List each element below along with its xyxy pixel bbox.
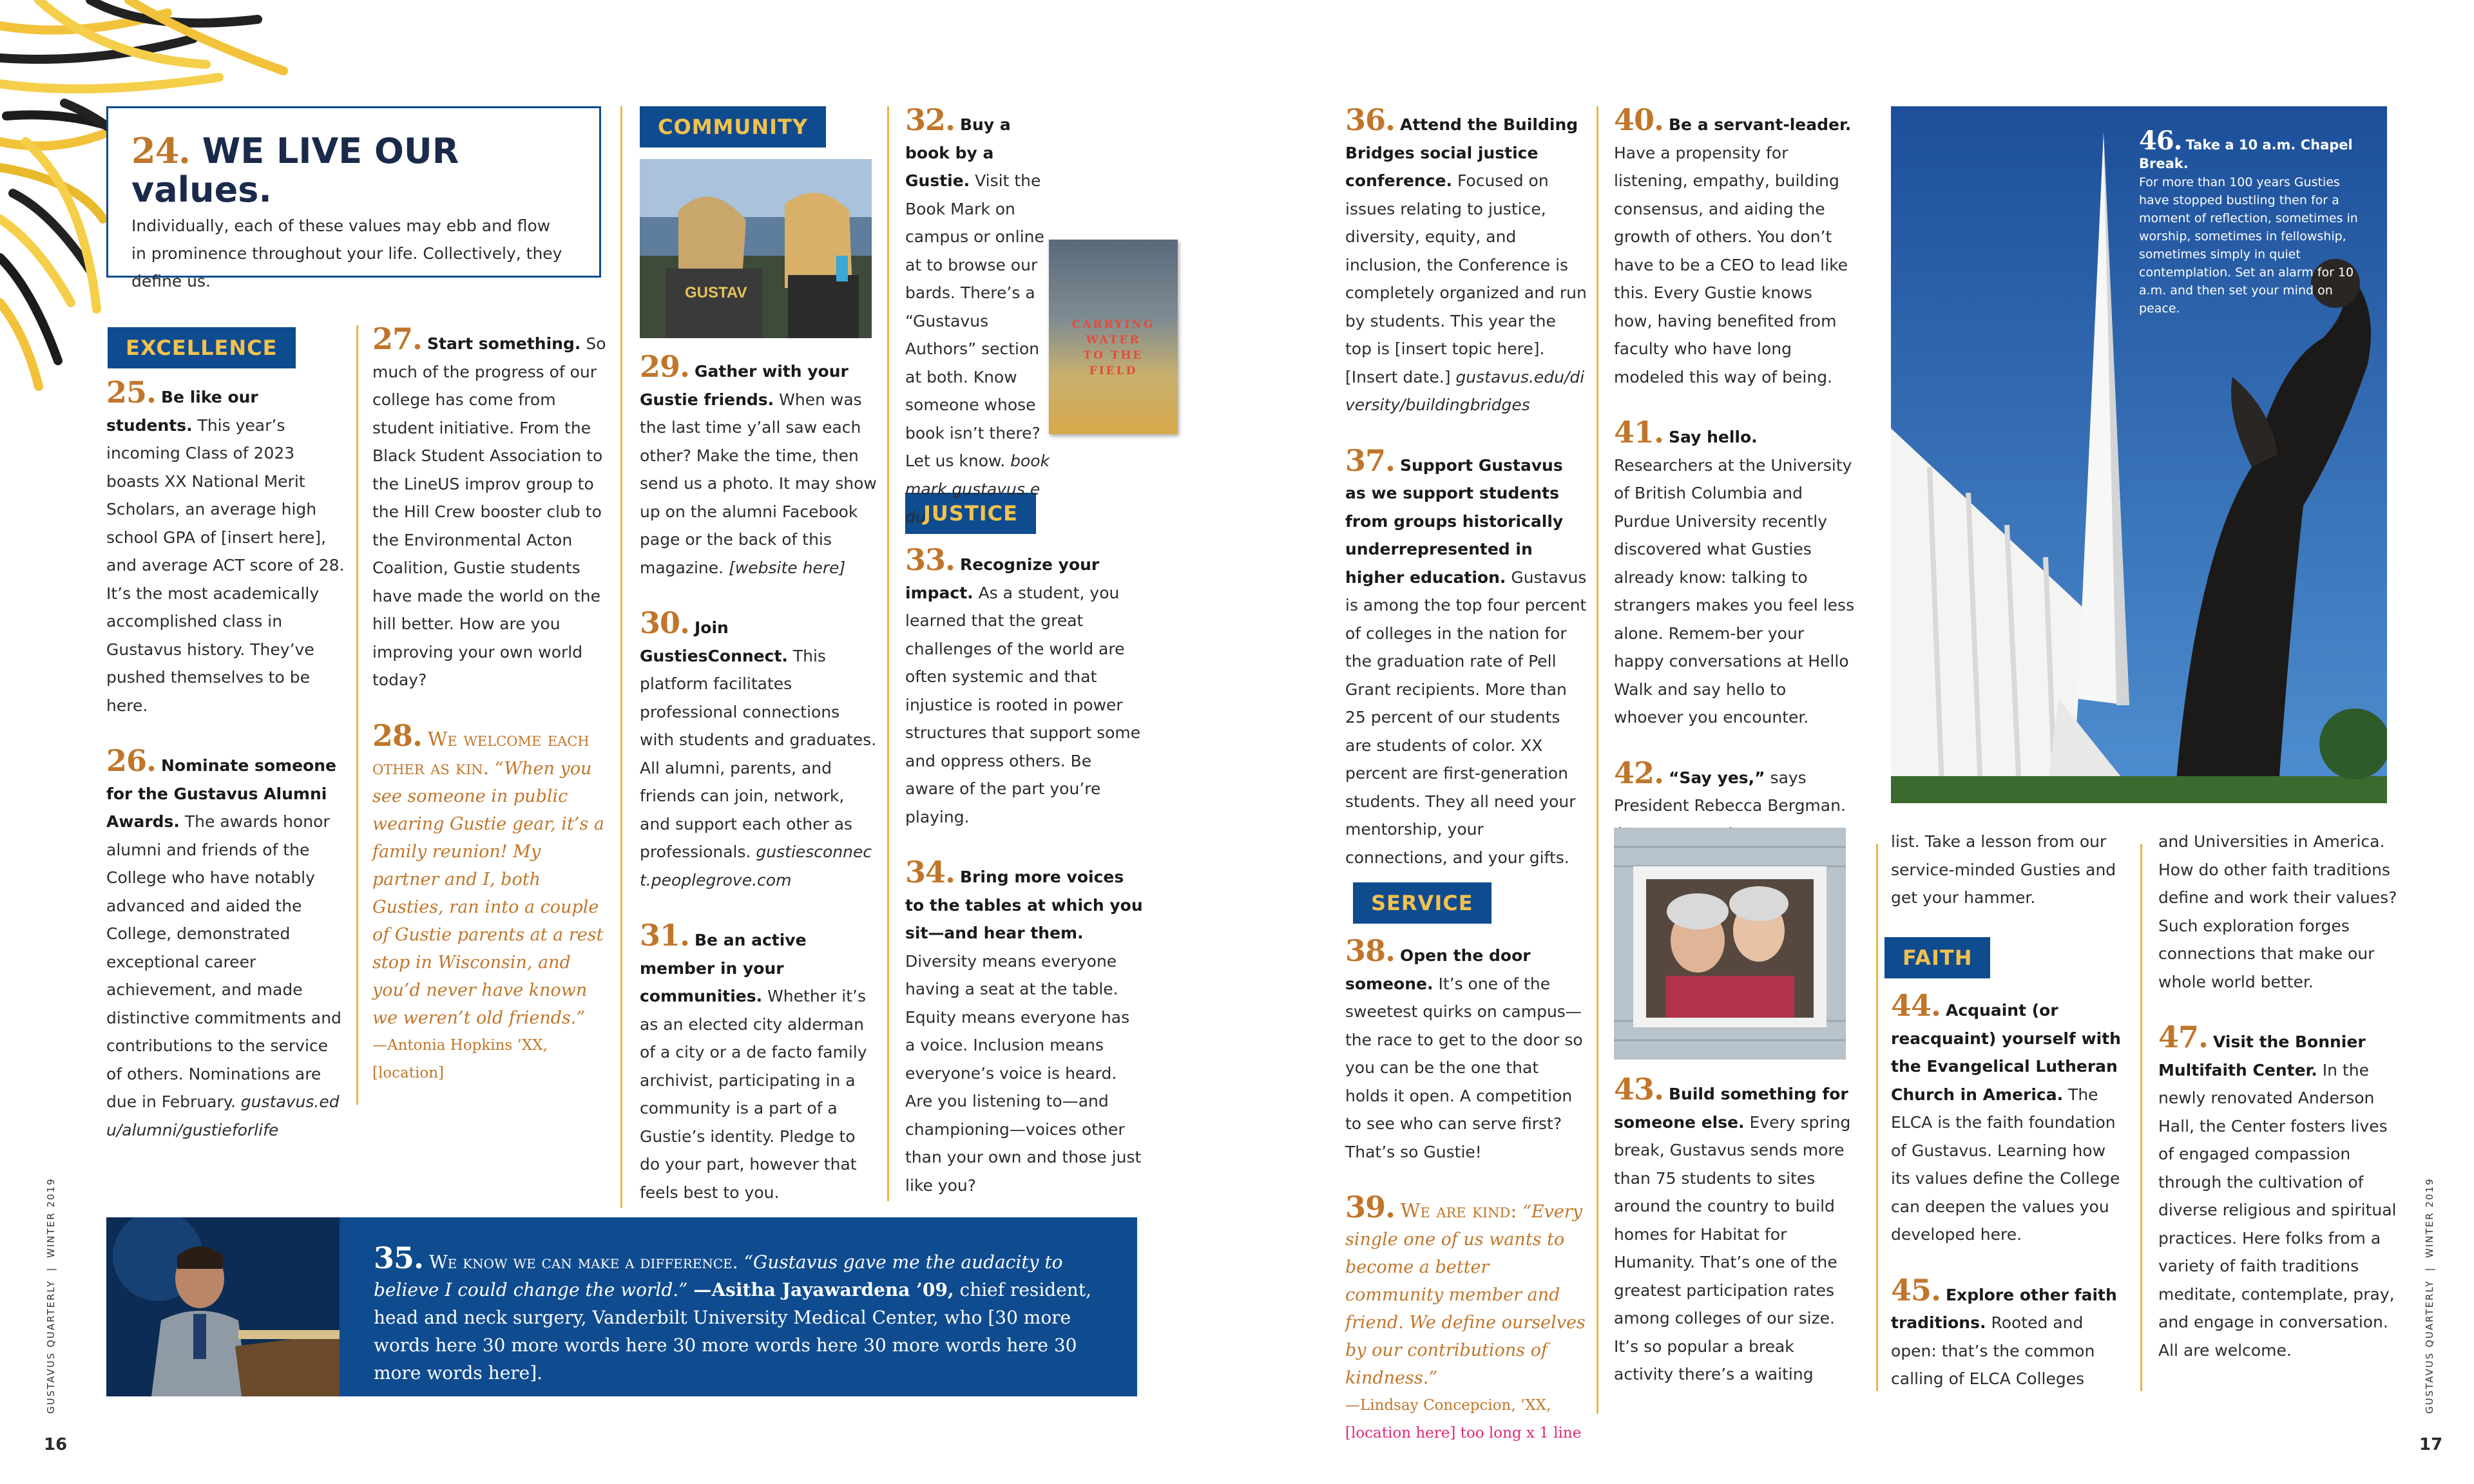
item-body: When was the last time y’all saw each other? Make the time, then send us a photo. It may show up on the alumni Facebook page or the back of this magazine. [640, 390, 877, 577]
item-heading: Take a 10 a.m. Chapel Break. [2139, 137, 2353, 171]
item-body: For more than 100 years Gusties have stopped bustling then for a moment of reflection, sometimes in worship, sometimes in fellowship, sometimes simply in quiet contemplation. Set an alarm for 10 a.m. and then set your mind on peace. [2139, 175, 2358, 316]
item-34 [905, 855, 1144, 1199]
section-badge-justice: JUSTICE [905, 493, 1036, 534]
item-number: 36. [1345, 102, 1395, 137]
item-number: 42. [1614, 755, 1664, 790]
item-body: As a student, you learned that the great challenges of the world are often systemic and that injustice is rooted in power structures that support some and oppress others. Be aware of the part you’re playing. [905, 583, 1141, 826]
item-body: Gustavus is among the top four percent of colleges in the nation for the graduation rate of Pell Grant recipients. More than 25 percent of our students are students of color. XX percent are first-generation students. They all need your mentorship, your connections, and your gifts. [1345, 567, 1587, 867]
item-body: The ELCA is the faith foundation of Gustavus. Learning how its values define the College can deepen the values you developed here. [1891, 1085, 2120, 1244]
item-heading: Bring more voices to the tables at which you sit—and hear them. [905, 868, 1143, 942]
item-38 [1345, 933, 1587, 1166]
item-number: 44. [1891, 988, 1941, 1023]
section-badge-faith: FAITH [1884, 937, 1990, 978]
item-number: 37. [1345, 442, 1395, 478]
column-rule [1597, 106, 1598, 1414]
item-heading: Recognize your impact. [905, 555, 1100, 602]
item-number: 38. [1345, 933, 1395, 968]
item-45-continued: and Universities in America. How do other faith traditions define and work their values? Such exploration forges connections that make our whole world better. [2158, 832, 2397, 991]
book-title-line: FIELD [1089, 365, 1138, 377]
item-number: 28. [372, 718, 423, 753]
column-rule [620, 106, 622, 1208]
column-7-bottom [1891, 988, 2129, 1421]
item-heading: Support Gustavus as we support students from groups historically underrepresented in higher education. [1345, 455, 1564, 587]
item-39 [1345, 1190, 1587, 1447]
item-46 [2139, 126, 2364, 318]
running-head-right: GUSTAVUS QUARTERLY | WINTER 2019 [2424, 1177, 2435, 1414]
column-5 [1345, 102, 1587, 899]
item-43-continued: list. Take a lesson from our service-minded Gusties and get your hammer. [1891, 832, 2116, 907]
item-body: This year’s incoming Class of 2023 boasts XX National Merit Scholars, an average high school GPA of [insert here], and average ACT score of 28. It’s the most academically accomplished class in Gustavus history. They’ve pushed themselves to be here. [106, 415, 345, 715]
item-43 [1614, 1072, 1856, 1389]
item-heading: Be an active member in your communities. [640, 931, 807, 1005]
item-heading: Start something. [427, 334, 581, 353]
section-badge-excellence: EXCELLENCE [108, 327, 296, 368]
item-32 [905, 102, 1050, 531]
intro-title: WE LIVE OUR values. [131, 131, 459, 210]
item-31 [640, 918, 878, 1206]
item-number: 27. [372, 321, 423, 356]
item-number: 32. [905, 102, 955, 137]
item-heading: Explore other faith traditions. [1891, 1285, 2117, 1332]
item-30 [640, 605, 878, 894]
item-heading: Acquaint (or reacquaint) yourself with the Evangelical Lutheran Church in America. [1891, 1001, 2121, 1104]
item-body: So much of the progress of our college has come from student initiative. From the Black Student Association to the LineUS improv group to the Hill Crew booster club to the Environmental Acton Coalition, Gustie students have made the world on the hill better. How are you improving your own world today? [372, 334, 606, 689]
column-1 [106, 375, 345, 1172]
item-heading: Say hello. [1668, 428, 1758, 446]
item-number: 47. [2158, 1020, 2209, 1054]
item-25 [106, 375, 345, 719]
item-attribution-overflow: [location here] too long x 1 line [1345, 1425, 1582, 1441]
column-rule [887, 106, 889, 1201]
item-28 [372, 718, 611, 1087]
item-44 [1891, 988, 2129, 1249]
item-quote: “Gustavus gave me the audacity to believe I could change the world.” [374, 1251, 1063, 1300]
svg-text:GUSTAV: GUSTAV [685, 284, 747, 301]
item-number: 31. [640, 918, 690, 953]
intro-number: 24. [131, 130, 190, 171]
item-heading: We welcome each other as kin. [372, 728, 590, 779]
column-rule [356, 325, 358, 1105]
item-37 [1345, 442, 1587, 872]
column-7 [1891, 828, 2129, 940]
item-body: Every spring break, Gustavus sends more than 75 students to sites around the country to build homes for Habitat for Humanity. That’s one of the greatest participation rates among colleges of our size. It’s so popular a break activity there’s a waiting [1614, 1112, 1851, 1384]
item-body: Whether it’s as an elected city alderman of a city or a de facto family archivist, participating in a community is a part of a Gustie’s identity. Pledge to do your part, however that feels best to you. [640, 987, 867, 1202]
column-8 [2158, 828, 2403, 1392]
chapel-spire-photo [1891, 106, 2387, 803]
column-3 [640, 349, 878, 1234]
gusties-reunion-photo [640, 159, 872, 338]
item-body: says President Rebecca Bergman. [1614, 768, 1846, 815]
column-rule [2140, 844, 2142, 1391]
item-body: Focused on issues relating to justice, diversity, equity, and inclusion, the Conference is completely organized and run by students. This year the top is [insert topic here]. [Insert date.] [1345, 171, 1587, 386]
item-number: 39. [1345, 1190, 1395, 1224]
item-body: The awards honor alumni and friends of the College who have notably advanced and aided the College, demonstrated exceptional career achievement, and made distinctive commitments and contributions to the service of others. Nominations are due in February. [106, 812, 341, 1111]
quote-35-text [374, 1241, 1115, 1387]
item-heading: “Say yes,” [1668, 768, 1765, 787]
item-heading: Be like our students. [106, 388, 258, 435]
item-36 [1345, 102, 1587, 419]
item-45 [1891, 1272, 2129, 1393]
column-2 [372, 321, 611, 1087]
item-heading: Be a servant-leader. [1668, 115, 1852, 134]
item-number: 26. [106, 743, 157, 778]
item-number: 40. [1614, 102, 1664, 137]
column-4 [905, 542, 1144, 1227]
item-41 [1614, 415, 1856, 732]
item-body: It’s one of the sweetest quirks on campus—the race to get to the door so you can be the one that holds it open. A competition to see who can serve first? That’s so Gustie! [1345, 974, 1583, 1161]
item-heading: Build something for someone else. [1614, 1085, 1848, 1132]
item-attribution: —Asitha Jayawardena ’09, [693, 1279, 954, 1300]
item-40 [1614, 102, 1856, 391]
item-heading: Attend the Building Bridges social justice conference. [1345, 115, 1578, 190]
section-badge-community: COMMUNITY [640, 106, 826, 147]
book-title-line: WATER [1086, 334, 1141, 347]
book-title-line: TO THE [1083, 349, 1144, 362]
item-heading: Gather with your Gustie friends. [640, 362, 849, 409]
column-6 [1614, 102, 1856, 875]
item-body: Researchers at the University of British Columbia and Purdue University recently discovered what Gusties already know: talking to strangers makes you feel less alone. Remem-ber your happy conversations at Hello Walk and say hello to whoever you encounter. [1614, 455, 1855, 727]
item-number: 29. [640, 349, 690, 384]
speaker-photo [106, 1217, 340, 1396]
item-link[interactable]: gustiesconnect.peoplegrove.com [640, 842, 872, 889]
column-rule [1876, 844, 1878, 1391]
item-number: 45. [1891, 1272, 1941, 1308]
column-4-top [905, 102, 1050, 559]
item-heading: Buy a book by a Gustie. [905, 115, 1011, 190]
book-cover-image [1049, 240, 1178, 434]
item-47 [2158, 1020, 2403, 1364]
item-heading: Join GustiesConnect. [640, 618, 788, 665]
habitat-volunteers-photo [1614, 828, 1846, 1060]
item-number: 30. [640, 605, 690, 640]
item-number: 35. [374, 1241, 424, 1275]
item-heading: Visit the Bonnier Multifaith Center. [2158, 1032, 2366, 1080]
item-quote: “Every single one of us wants to become a better community member and friend. We define ourselves by our contributions of kindness.” [1345, 1202, 1586, 1388]
page-number-left: 16 [44, 1435, 68, 1454]
item-body: Diversity means everyone having a seat at the table. Equity means everyone has a voice. Inclusion means everyone’s voice is heard. Are you listening to—and championing—voices other than your own and those just like you? [905, 951, 1142, 1195]
item-number: 43. [1614, 1072, 1664, 1107]
item-link[interactable]: gustavus.edu/alumni/gustieforlife [106, 1092, 340, 1139]
item-heading: We know we can make a difference. [428, 1251, 738, 1273]
item-link[interactable]: bookmark.gustavus.edu [905, 452, 1050, 526]
item-link[interactable]: [website here] [729, 558, 846, 577]
item-link[interactable]: gustavus.edu/diversity/buildingbridges [1345, 367, 1585, 414]
column-5-bottom [1345, 933, 1587, 1447]
item-body: chief resident, head and neck surgery, Vanderbilt University Medical Center, who [30 more words here 30 more words here 30 more words here 30 more words here 30 more words here]. [374, 1279, 1091, 1384]
section-badge-service: SERVICE [1353, 882, 1491, 924]
item-number: 34. [905, 855, 955, 889]
item-body: In the newly renovated Anderson Hall, the Center fosters lives of engaged compassion through the cultivation of diverse religious and spiritual practices. Here folks from a variety of faith traditions meditate, contemplate, pray, and engage in conversation. All are welcome. [2158, 1060, 2397, 1360]
book-title-line: CARRYING [1071, 318, 1155, 331]
page-number-right: 17 [2419, 1435, 2443, 1454]
item-27 [372, 321, 611, 694]
running-head-left: GUSTAVUS QUARTERLY | WINTER 2019 [45, 1177, 57, 1414]
quote-banner-35 [106, 1217, 1137, 1396]
item-heading: Open the door someone. [1345, 946, 1531, 993]
column-6-bottom [1614, 1072, 1856, 1416]
item-quote: “When you see someone in public wearing Gustie gear, it’s a family reunion! My partner and I, both Gusties, ran into a couple of Gustie parents at a rest stop in Wisconsin, and you’d never have known we weren’t old friends.” [372, 758, 604, 1028]
item-attribution: —Lindsay Concepcion, ’XX, [1345, 1397, 1551, 1414]
intro-text: Individually, each of these values may ebb and flow in prominence throughout your life. Collectively, they define us. [131, 216, 562, 290]
item-heading: Nominate someone for the Gustavus Alumni Awards. [106, 756, 336, 831]
item-number: 41. [1614, 415, 1664, 450]
item-attribution: —Antonia Hopkins ’XX, [location] [372, 1036, 548, 1081]
item-33 [905, 542, 1144, 831]
item-body: Rooted and open: that’s the common calling of ELCA Colleges [1891, 1313, 2095, 1388]
intro-box [106, 106, 601, 290]
item-heading: We are kind: [1400, 1200, 1517, 1222]
item-body: This platform facilitates professional connections with students and graduates. All alumni, parents, and friends can join, network, and support each other as professionals. [640, 646, 877, 861]
item-number: 25. [106, 375, 157, 410]
item-number: 46. [2139, 126, 2182, 156]
item-number: 33. [905, 542, 955, 577]
item-body: Have a propensity for listening, empathy, building consensus, and aiding the growth of others. You don’t have to be a CEO to lead like this. Every Gustie knows how, having benefited from faculty who have long modeled this way of being. [1614, 143, 1848, 386]
item-26 [106, 743, 345, 1144]
item-body: Visit the Book Mark on campus or online at to browse our bards. There’s a “Gustavus Authors” section at both. Know someone whose book isn’t there? Let us know. [905, 171, 1044, 470]
item-29 [640, 349, 878, 582]
